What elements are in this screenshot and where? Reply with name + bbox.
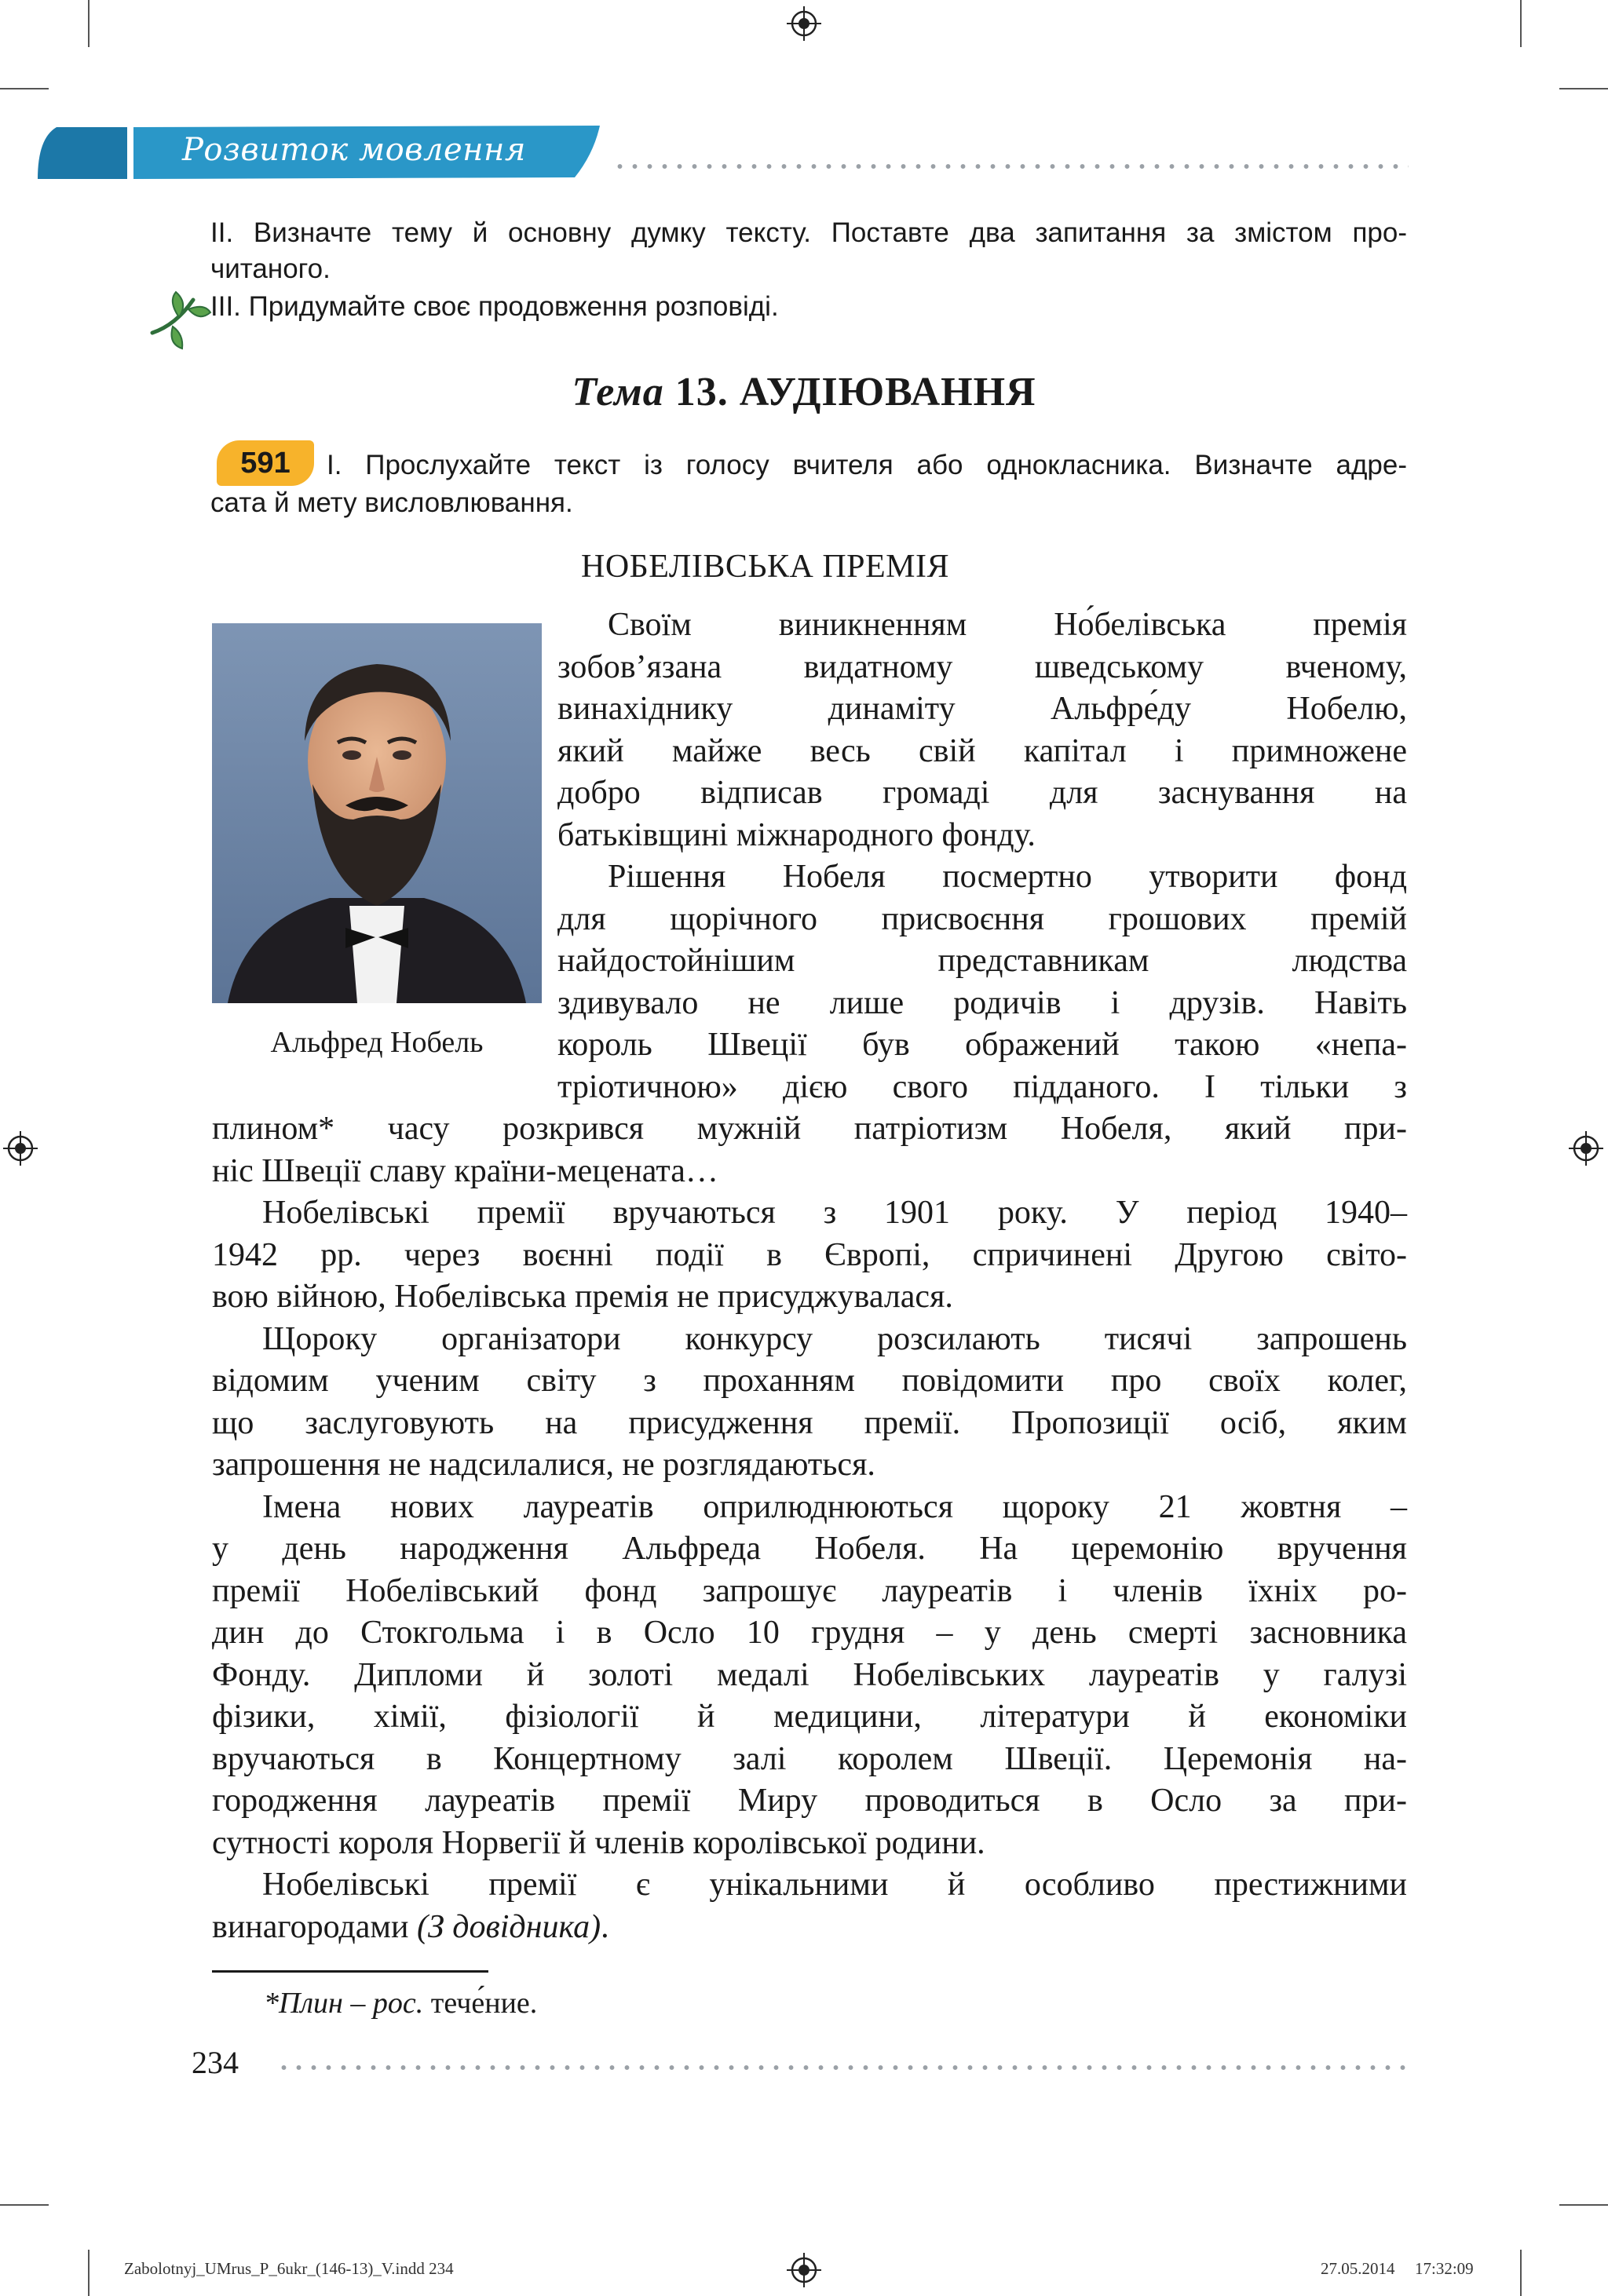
topic-label: Тема	[572, 370, 664, 414]
task-line: ІІ. Визначте тему й основну думку тексту. Поставте два запитання за змістом про-	[210, 217, 1407, 248]
footnote	[264, 1986, 537, 2020]
article-line: Фонду. Дипломи й золоті медалі Нобелівських лауреатів у галузі	[212, 1656, 1407, 1693]
topic-heading	[0, 369, 1608, 415]
crop-mark	[1559, 2204, 1608, 2206]
article-line: зобов’язана видатному шведському вченому,	[557, 648, 1407, 685]
footnote-lang: рос.	[372, 1987, 424, 2020]
article-line: тріотичною» дією свого підданого. І тільки з	[557, 1068, 1407, 1105]
footer-dotted-rule	[276, 2064, 1409, 2071]
article-line: у день народження Альфреда Нобеля. На церемонію вручення	[212, 1531, 1407, 1567]
article-line: найдостойнішим представникам людства	[557, 943, 1407, 979]
article-line: 1942 рр. через воєнні події в Європі, спричинені Другою світо-	[212, 1236, 1407, 1273]
section-label: Розвиток мовлення	[182, 132, 526, 168]
article-line: вручаються в Концертному залі королем Швеції. Церемонія на-	[212, 1740, 1407, 1777]
print-slug-file: Zabolotnyj_UMrus_P_6ukr_(146-13)_V.indd 234	[124, 2259, 454, 2278]
article-line: премії Нобелівський фонд запрошує лауреатів і членів їхніх ро-	[212, 1572, 1407, 1609]
article-line: Імена нових лауреатів оприлюднюються щороку 21 жовтня –	[262, 1488, 1407, 1525]
task-line: читаного.	[210, 254, 331, 284]
article-line-end: .	[601, 1908, 609, 1945]
registration-mark-icon	[1569, 1131, 1603, 1166]
article-line: відомим ученим світу з проханням повідомити про своїх колег,	[212, 1363, 1407, 1399]
footnote-dash: –	[342, 1987, 373, 2020]
registration-mark-icon	[787, 6, 821, 41]
crop-mark	[0, 2204, 49, 2206]
crop-mark	[88, 2250, 90, 2296]
alfred-nobel-portrait	[212, 623, 542, 1003]
footnote-rule	[212, 1970, 488, 1973]
crop-mark	[1559, 88, 1608, 89]
article-line: сутності короля Норвегії й членів королівської родини.	[212, 1824, 985, 1861]
print-slug-date: 27.05.2014	[1321, 2259, 1395, 2278]
article-line: запрошення не надсилалися, не розглядаються.	[212, 1447, 875, 1483]
article-title: НОБЕЛІВСЬКА ПРЕМІЯ	[581, 549, 950, 585]
exercise-instruction-line: І. Прослухайте текст із голосу вчителя або однокласника. Визначте адре-	[327, 450, 1407, 480]
source-note: (З довідника)	[416, 1908, 601, 1945]
crop-mark	[88, 0, 90, 47]
article-line-final	[212, 1907, 1407, 1949]
portrait-caption: Альфред Нобель	[270, 1026, 484, 1059]
article-line-text: винагородами	[212, 1908, 417, 1945]
topic-number: 13.	[674, 370, 729, 414]
article-line: Своїм виникненням Но́белівська премія	[608, 607, 1407, 643]
article-line: винахіднику динаміту Альфре́ду Нобелю,	[557, 691, 1407, 727]
article-line: дин до Стокгольма і в Осло 10 грудня – у день смерті засновника	[212, 1615, 1407, 1651]
article-line: який майже весь свій капітал і примножене	[557, 732, 1407, 769]
header-dotted-rule	[612, 163, 1409, 170]
article-line: городження лауреатів премії Миру проводиться в Осло за при-	[212, 1783, 1407, 1819]
article-line: Нобелівські премії є унікальними й особливо престижними	[262, 1867, 1407, 1903]
article-line: вою війною, Нобелівська премія не присуджувалася.	[212, 1279, 953, 1315]
article-line: що заслуговують на присудження премії. Пропозиції осіб, яким	[212, 1404, 1407, 1441]
topic-title: АУДІЮВАННЯ	[739, 370, 1036, 414]
print-slug-time: 17:32:09	[1415, 2259, 1474, 2278]
article-line: ніс Швеції славу країни-мецената…	[212, 1152, 718, 1189]
article-line: Щороку організатори конкурсу розсилають тисячі запрошень	[262, 1320, 1407, 1357]
article-line: добро відписав громаді для заснування на	[557, 775, 1407, 811]
leaf-icon	[144, 286, 217, 352]
footnote-translation: тече́ние.	[423, 1987, 538, 2020]
registration-mark-icon	[3, 1131, 38, 1166]
footnote-term: *Плин	[264, 1987, 343, 2020]
article-line: Нобелівські премії вручаються з 1901 року. У період 1940–	[262, 1195, 1407, 1231]
crop-mark	[1520, 0, 1522, 47]
registration-mark-icon	[787, 2253, 821, 2287]
article-line: для щорічного присвоєння грошових премій	[557, 900, 1407, 937]
article-line: фізики, хімії, фізіології й медицини, літератури й економіки	[212, 1699, 1407, 1735]
crop-mark	[0, 88, 49, 89]
article-line: Рішення Нобеля посмертно утворити фонд	[608, 859, 1407, 895]
article-line: здивувало не лише родичів і друзів. Навіть	[557, 984, 1407, 1021]
article-line: король Швеції був ображений такою «непа-	[557, 1027, 1407, 1063]
task-line: ІІІ. Придумайте своє продовження розповіді.	[210, 291, 779, 322]
article-line: плином* часу розкрився мужній патріотизм Нобеля, який при-	[212, 1111, 1407, 1147]
crop-mark	[1520, 2250, 1522, 2296]
exercise-number-badge: 591	[217, 440, 314, 486]
page-number: 234	[192, 2045, 239, 2080]
exercise-instruction-line: сата й мету висловлювання.	[210, 487, 573, 518]
article-line: батьківщині міжнародного фонду.	[557, 816, 1036, 853]
